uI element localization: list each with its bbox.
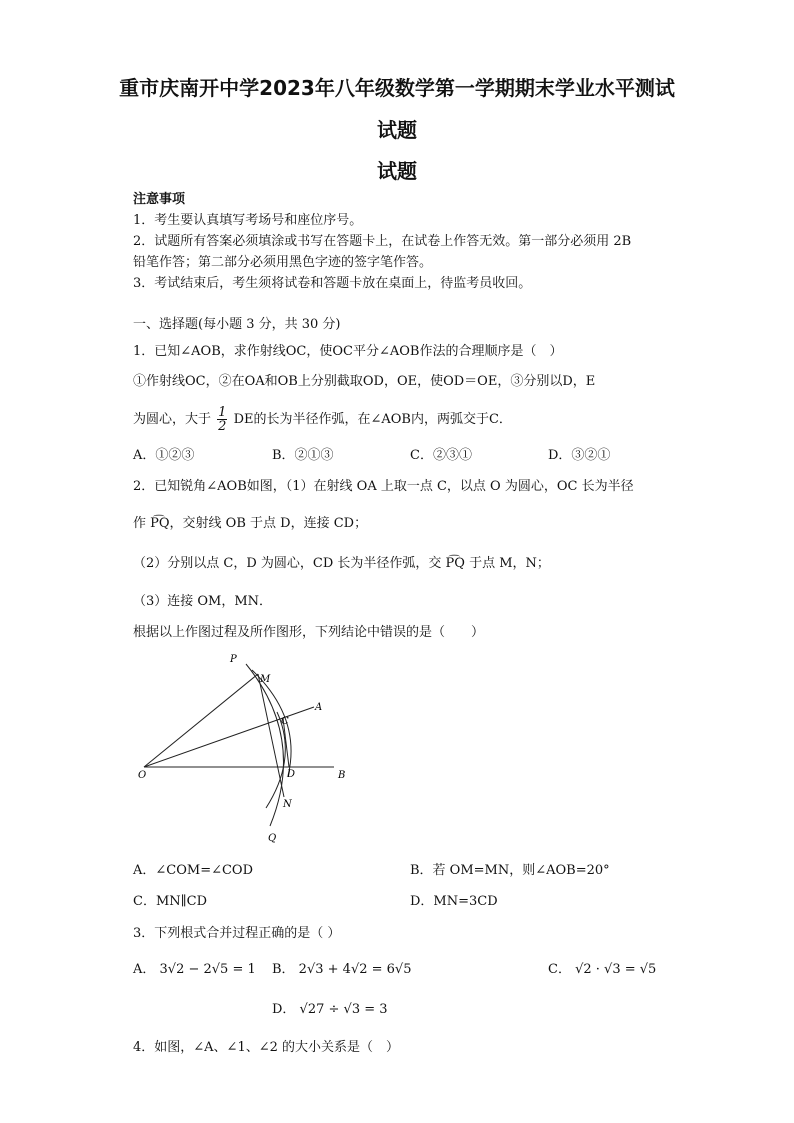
q4-stem: 4．如图，∠A、∠1、∠2 的大小关系是（ ） (133, 1040, 400, 1055)
q1-option-b[interactable]: B．②①③ (272, 448, 334, 463)
notice-item: 1．考生要认真填写考场号和座位序号。 (133, 213, 363, 228)
q1-option-d[interactable]: D．③②① (548, 448, 611, 463)
page-subtitle: 试题 (377, 118, 417, 142)
q2-option-a[interactable]: A．∠COM=∠COD (133, 863, 254, 878)
q3-option-a[interactable]: A． 3√2 − 2√5 = 1 (133, 962, 256, 977)
q1-option-c[interactable]: C．②③① (410, 448, 472, 463)
label-q: Q (268, 833, 277, 844)
fraction-half (217, 406, 227, 433)
q1-stem: 1．已知∠AOB，求作射线OC，使OC平分∠AOB作法的合理顺序是（ ） (133, 344, 563, 359)
q1-line3-start: 为圆心，大于 (133, 412, 212, 427)
q1-option-a[interactable]: A．①②③ (133, 448, 195, 463)
q2-line4: （3）连接 OM，MN． (133, 594, 273, 609)
q2-line1: 2．已知锐角∠AOB如图，（1）在射线 OA 上取一点 C，以点 O 为圆心，OC 长为半径 (133, 479, 634, 494)
label-c: C (281, 716, 289, 727)
q2-option-d[interactable]: D．MN=3CD (410, 894, 498, 909)
fraction-denominator: 2 (218, 419, 227, 434)
q2-geometry-figure (130, 648, 370, 848)
q2-option-b[interactable]: B．若 OM=MN，则∠AOB=20° (410, 863, 610, 878)
page-title: 重市庆南开中学2023年八年级数学第一学期期末学业水平测试 (119, 76, 675, 100)
label-n: N (283, 799, 292, 810)
q1-line3-end: DE的长为半径作弧，在∠AOB内，两弧交于C． (233, 412, 512, 427)
arc-pq (246, 664, 284, 826)
q2-line2: 作 P͡Q，交射线 OB 于点 D，连接 CD； (133, 516, 368, 531)
q3-stem: 3．下列根式合并过程正确的是（ ） (133, 926, 341, 941)
q1-line3 (133, 406, 512, 433)
q2-line5: 根据以上作图过程及所作图形，下列结论中错误的是（ ） (133, 625, 485, 640)
notice-item: 2．试题所有答案必须填涂或书写在答题卡上，在试卷上作答无效。第一部分必须用 2B (133, 234, 632, 249)
q3-option-d[interactable]: D． √27 ÷ √3 = 3 (272, 1002, 388, 1017)
notice-item: 铅笔作答；第二部分必须用黑色字迹的签字笔作答。 (133, 255, 433, 270)
section-heading: 一、选择题(每小题 3 分，共 30 分) (133, 317, 341, 332)
q3-option-c[interactable]: C． √2 · √3 = √5 (548, 962, 657, 977)
label-a: A (315, 702, 323, 713)
notice-item: 3．考试结束后，考生须将试卷和答题卡放在桌面上，待监考员收回。 (133, 276, 532, 291)
label-m: M (260, 674, 271, 685)
label-o: O (138, 770, 147, 781)
q1-line2: ①作射线OC，②在OA和OB上分别截取OD，OE，使OD＝OE，③分别以D，E (133, 374, 596, 389)
page-subtitle-2: 试题 (377, 159, 417, 183)
label-b: B (338, 770, 346, 781)
segment-om (144, 674, 258, 767)
notice-heading: 注意事项 (133, 192, 186, 207)
label-p: P (230, 654, 237, 665)
fraction-numerator: 1 (218, 405, 227, 420)
q3-option-b[interactable]: B． 2√3 + 4√2 = 6√5 (272, 962, 412, 977)
q2-option-c[interactable]: C．MN∥CD (133, 894, 208, 909)
q2-line3: （2）分别以点 C，D 为圆心，CD 长为半径作弧，交 P͡Q 于点 M，N； (133, 556, 550, 571)
label-d: D (287, 769, 296, 780)
